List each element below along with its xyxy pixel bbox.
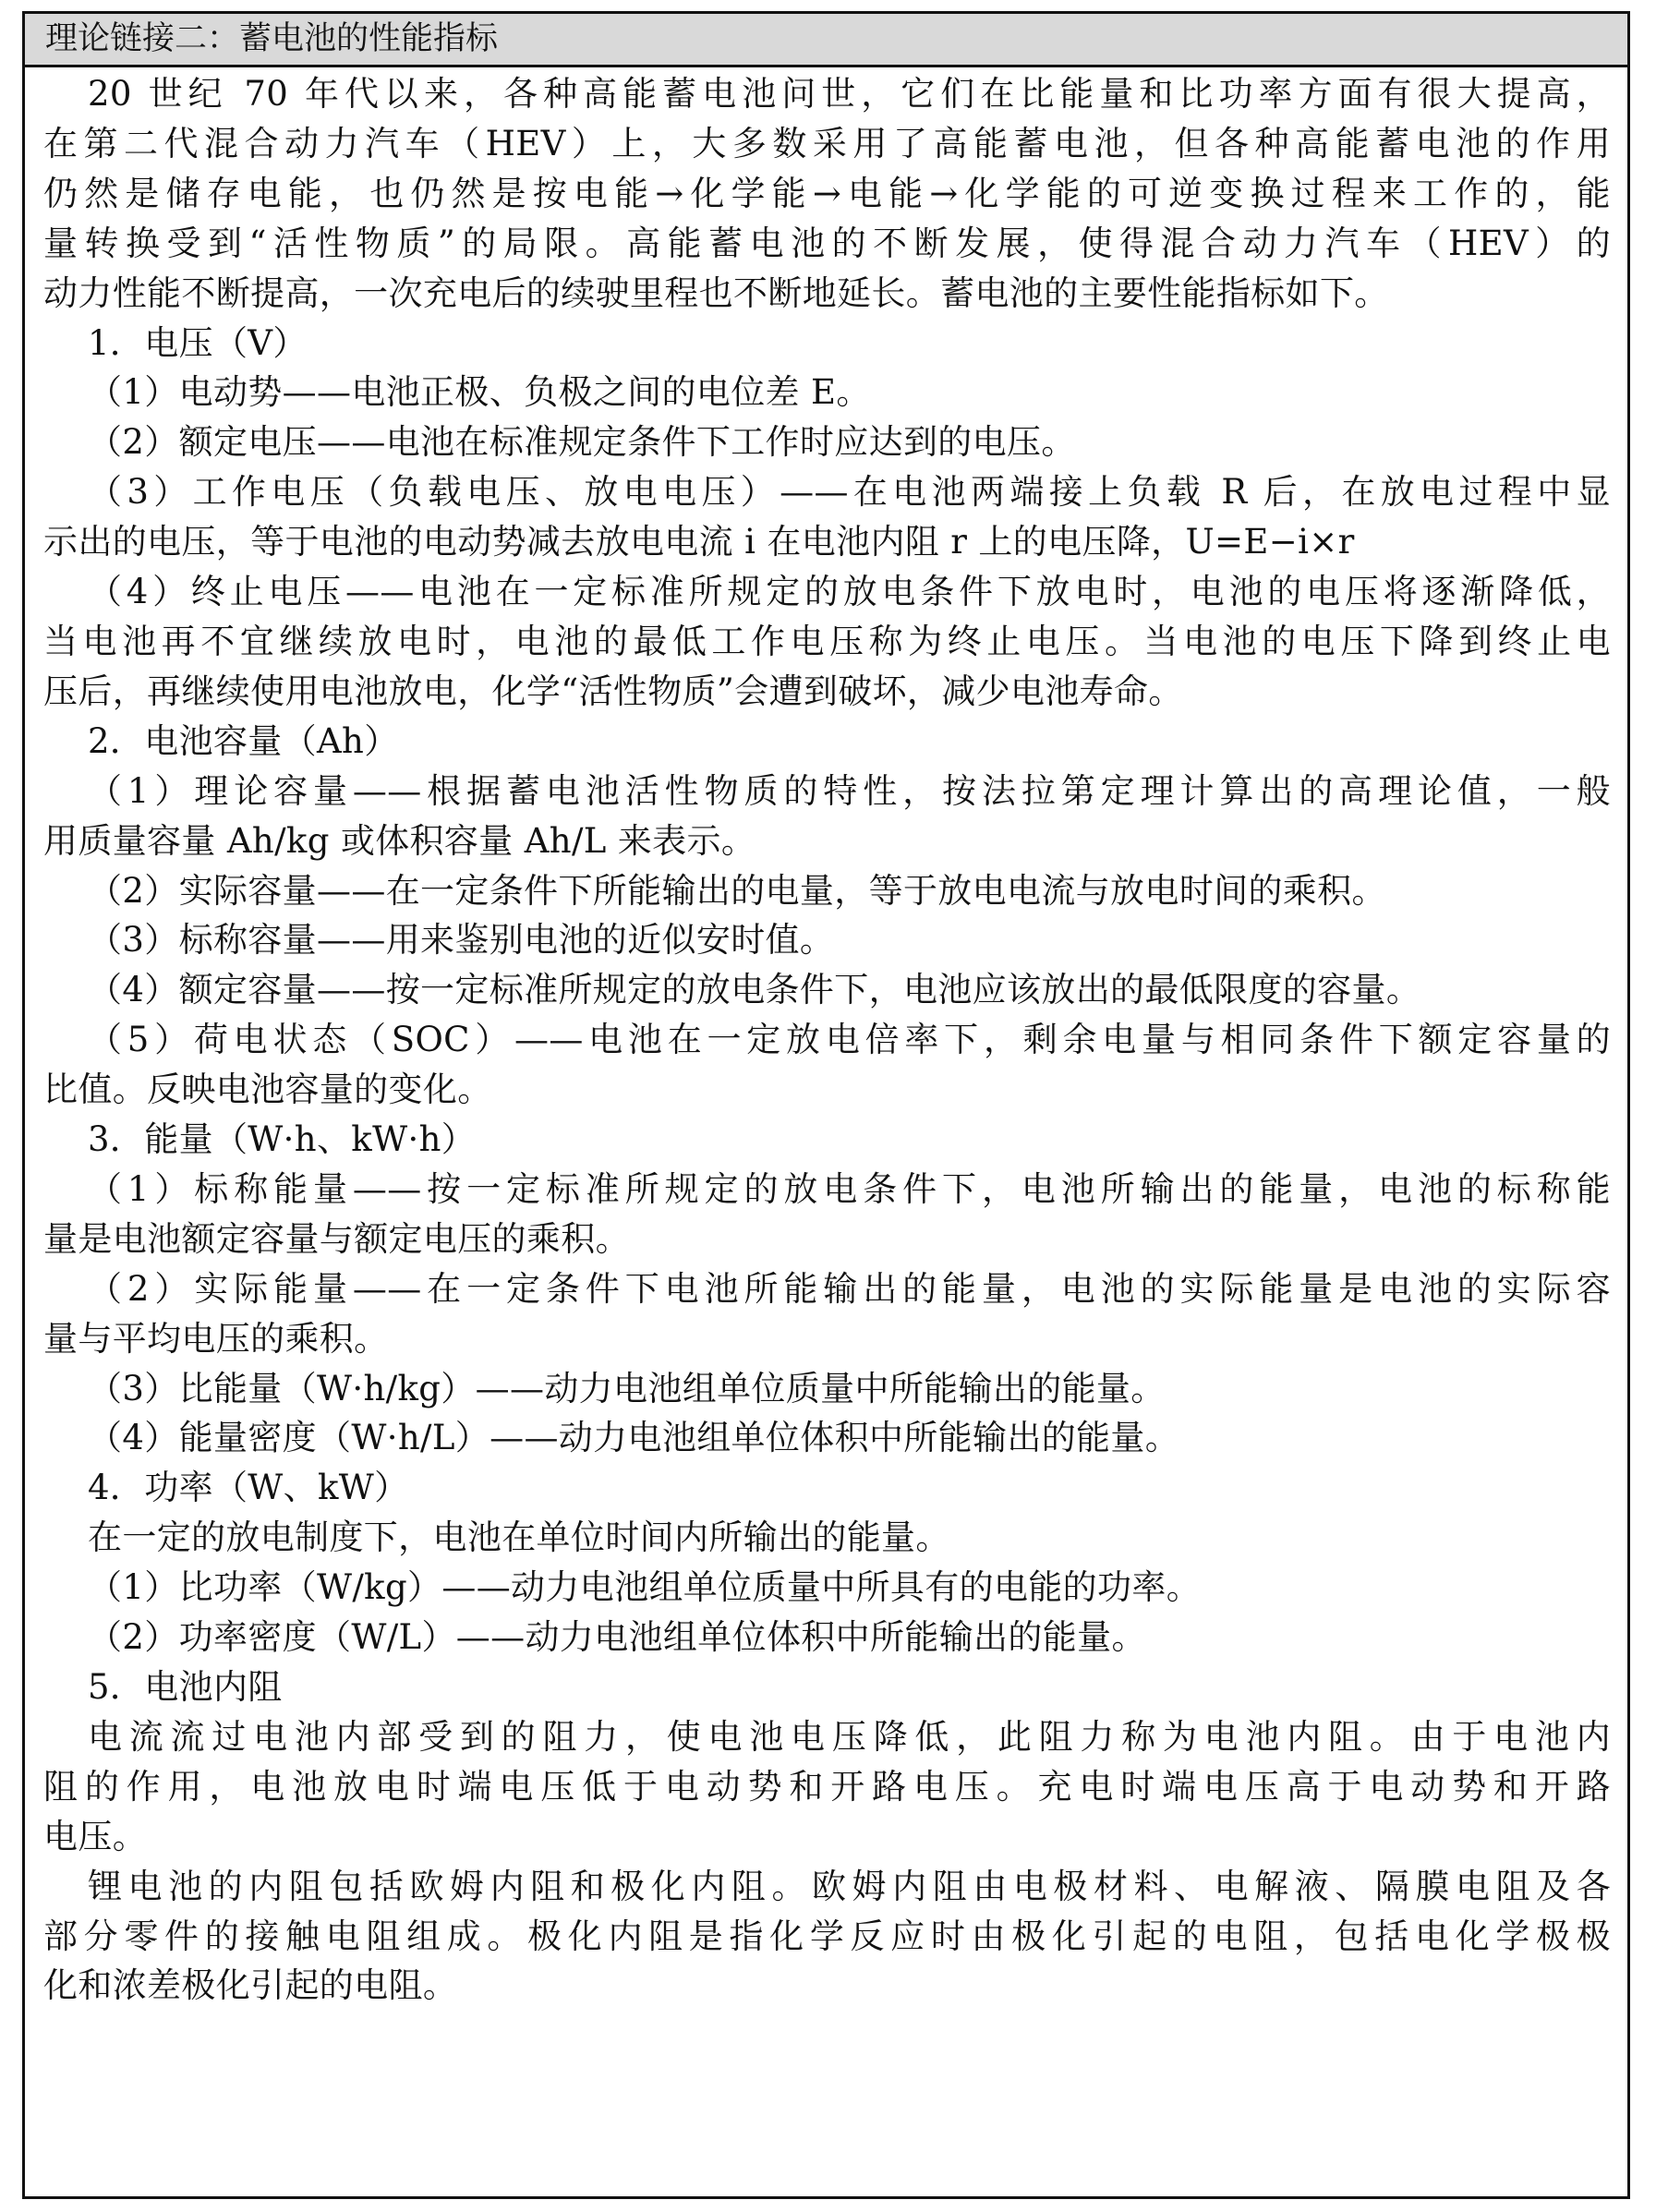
text-line: （4）终止电压——电池在一定标准所规定的放电条件下放电时，电池的电压将逐渐降低， bbox=[88, 572, 1611, 612]
text-line: 电压。 bbox=[43, 1816, 148, 1856]
text-line: 比值。反映电池容量的变化。 bbox=[43, 1070, 492, 1110]
section-header bbox=[25, 14, 1627, 67]
text-line: （2）功率密度（W/L）——动力电池组单位体积中所能输出的能量。 bbox=[88, 1617, 1146, 1658]
text-line: （4）能量密度（W·h/L）——动力电池组单位体积中所能输出的能量。 bbox=[88, 1418, 1180, 1458]
text-line: （2）实际能量——在一定条件下电池所能输出的能量，电池的实际能量是电池的实际容 bbox=[88, 1268, 1611, 1309]
text-line: 压后，再继续使用电池放电，化学“活性物质”会遭到破坏，减少电池寿命。 bbox=[43, 671, 1183, 711]
text-line: 量与平均电压的乘积。 bbox=[43, 1318, 389, 1359]
text-line: （3）标称容量——用来鉴别电池的近似安时值。 bbox=[88, 920, 835, 961]
text-line: 锂电池的内阻包括欧姆内阻和极化内阻。欧姆内阻由电极材料、电解液、隔膜电阻及各 bbox=[88, 1866, 1611, 1906]
text-line: （5）荷电状态（SOC）——电池在一定放电倍率下，剩余电量与相同条件下额定容量的 bbox=[88, 1020, 1611, 1060]
text-line: 2．电池容量（Ah） bbox=[88, 720, 399, 761]
text-line: 化和浓差极化引起的电阻。 bbox=[43, 1965, 458, 2006]
text-line: （1）标称能量——按一定标准所规定的放电条件下，电池所输出的能量，电池的标称能 bbox=[88, 1168, 1611, 1209]
text-line: （3）工作电压（负载电压、放电电压）——在电池两端接上负载 R 后，在放电过程中显 bbox=[88, 472, 1611, 513]
text-line: 示出的电压，等于电池的电动势减去放电电流 i 在电池内阻 r 上的电压降，U=E−i×r bbox=[43, 522, 1355, 562]
text-line: 动力性能不断提高，一次充电后的续驶里程也不断地延长。蓄电池的主要性能指标如下。 bbox=[43, 272, 1389, 313]
text-line: 部分零件的接触电阻组成。极化内阻是指化学反应时由极化引起的电阻，包括电化学极极 bbox=[43, 1916, 1611, 1956]
text-line: 量转换受到“活性物质”的局限。高能蓄电池的不断发展，使得混合动力汽车（HEV）的 bbox=[43, 223, 1611, 263]
text-line: 电流流过电池内部受到的阻力，使电池电压降低，此阻力称为电池内阻。由于电池内 bbox=[88, 1716, 1611, 1757]
section-title: 理论链接二：蓄电池的性能指标 bbox=[45, 20, 499, 57]
text-line: （1）电动势——电池正极、负极之间的电位差 E。 bbox=[88, 372, 871, 413]
document-box bbox=[22, 11, 1630, 2199]
text-line: 在第二代混合动力汽车（HEV）上，大多数采用了高能蓄电池，但各种高能蓄电池的作用 bbox=[43, 123, 1611, 163]
text-line: 5．电池内阻 bbox=[88, 1667, 283, 1707]
text-line: （1）比功率（W/kg）——动力电池组单位质量中所具有的电能的功率。 bbox=[88, 1567, 1202, 1608]
text-line: （2）实际容量——在一定条件下所能输出的电量，等于放电电流与放电时间的乘积。 bbox=[88, 870, 1386, 911]
text-line: 量是电池额定容量与额定电压的乘积。 bbox=[43, 1218, 630, 1259]
text-line: 1．电压（V） bbox=[88, 322, 308, 363]
text-line: 阻的作用，电池放电时端电压低于电动势和开路电压。充电时端电压高于电动势和开路 bbox=[43, 1766, 1611, 1807]
text-line: 3．能量（W·h、kW·h） bbox=[88, 1119, 477, 1160]
text-line: 4．功率（W、kW） bbox=[88, 1468, 409, 1508]
text-line: 用质量容量 Ah/kg 或体积容量 Ah/L 来表示。 bbox=[43, 820, 756, 861]
text-line: （1）理论容量——根据蓄电池活性物质的特性，按法拉第定理计算出的高理论值，一般 bbox=[88, 770, 1611, 811]
text-line: （4）额定容量——按一定标准所规定的放电条件下，电池应该放出的最低限度的容量。 bbox=[88, 970, 1421, 1010]
document-body bbox=[25, 67, 1627, 2011]
text-line: 当电池再不宜继续放电时，电池的最低工作电压称为终止电压。当电池的电压下降到终止电 bbox=[43, 621, 1611, 661]
text-line: 在一定的放电制度下，电池在单位时间内所输出的能量。 bbox=[88, 1517, 950, 1558]
text-line: 仍然是储存电能，也仍然是按电能→化学能→电能→化学能的可逆变换过程来工作的，能 bbox=[43, 173, 1611, 213]
text-line: （2）额定电压——电池在标准规定条件下工作时应达到的电压。 bbox=[88, 422, 1076, 463]
text-line: 20 世纪 70 年代以来，各种高能蓄电池问世，它们在比能量和比功率方面有很大提高， bbox=[88, 74, 1611, 114]
text-line: （3）比能量（W·h/kg）——动力电池组单位质量中所能输出的能量。 bbox=[88, 1368, 1166, 1408]
